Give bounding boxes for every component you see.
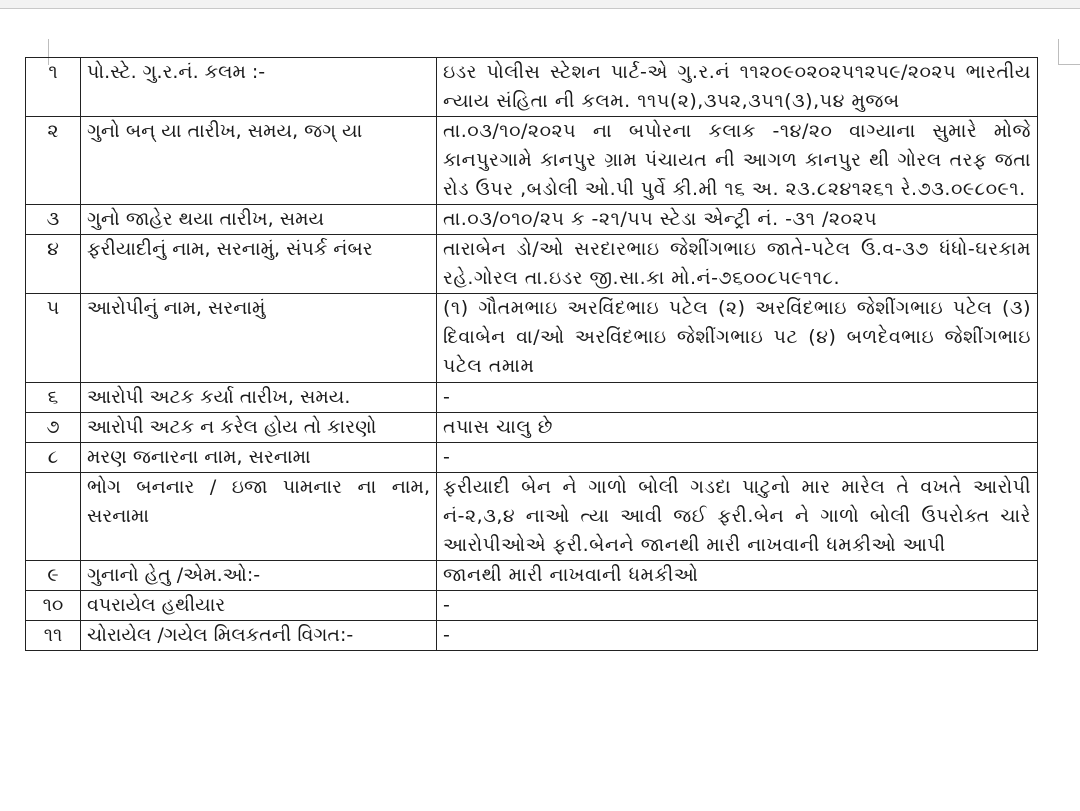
table-row	[26, 117, 1038, 205]
row-value: -	[437, 383, 1038, 413]
row-label: ફરીયાદીનું નામ, સરનામું, સંપર્ક નંબર	[81, 235, 437, 294]
row-label: આરોપીનું નામ, સરનામું	[81, 294, 437, 383]
row-label: પો.સ્ટે. ગુ.ર.નં. કલમ :-	[81, 58, 437, 117]
row-number: ૮	[26, 443, 81, 473]
table-row	[26, 621, 1038, 651]
fir-details-table	[25, 57, 1038, 651]
table-row	[26, 413, 1038, 443]
row-label: વપરાયેલ હથીયાર	[81, 591, 437, 621]
row-value: -	[437, 621, 1038, 651]
row-label: મરણ જનારના નામ, સરનામા	[81, 443, 437, 473]
row-label: ગુનો જાહેર થયા તારીખ, સમય	[81, 205, 437, 235]
row-label: આરોપી અટક કર્યા તારીખ, સમય.	[81, 383, 437, 413]
table-row	[26, 383, 1038, 413]
crop-mark-right	[1058, 39, 1059, 65]
row-label: ગુનો બન્ યા તારીખ, સમય, જગ્ યા	[81, 117, 437, 205]
row-number: ૨	[26, 117, 81, 205]
row-value: (૧) ગૌતમભાઇ અરવિંદભાઇ પટેલ (૨) અરવિંદભાઇ જેશીંગભાઇ પટેલ (૩) દિવાબેન વા/ઓ અરવિંદભાઇ જેશીંગભાઇ પટ (૪) બળદેવભાઇ જેશીંગભાઇ પટેલ તમામ	[443, 297, 1031, 377]
table-row	[26, 443, 1038, 473]
row-number: ૩	[26, 205, 81, 235]
row-number: ૬	[26, 383, 81, 413]
row-label: ગુનાનો હેતુ /એમ.ઓ:-	[81, 561, 437, 591]
row-number: ૧૦	[26, 591, 81, 621]
crop-mark-right-horizontal	[1058, 64, 1080, 65]
row-number: ૧૧	[26, 621, 81, 651]
table-row	[26, 205, 1038, 235]
row-value: જાનથી મારી નાખવાની ધમકીઓ	[437, 561, 1038, 591]
row-number: ૪	[26, 235, 81, 294]
table-row	[26, 58, 1038, 117]
row-value: ફરીયાદી બેન ને ગાળો બોલી ગડદા પાટુનો માર મારેલ તે વખતે આરોપી નં-૨,૩,૪ નાઓ ત્યા આવી જઈ ફરી.બેન ને ગાળો બોલી ઉપરોક્ત ચારે આરોપીઓએ ફરી.બેનને જાનથી મારી નાખવાની ધમકીઓ આપી	[437, 473, 1038, 561]
row-value: તા.૦૩/૧૦/૨૦૨૫ ના બપોરના કલાક -૧૪/૨૦ વાગ્યાના સુમારે મોજે કાનપુરગામે કાનપુર ગ્રામ પંચાયત ની આગળ કાનપુર થી ગોરલ તરફ જતા રોડ ઉપર ,બડોલી ઓ.પી પુર્વે કી.મી ૧૬ અ. ૨૩.૮૨૪૧૨૬૧ રે.૭૩.૦૯૮૦૯૧.	[437, 117, 1038, 205]
table-row	[26, 294, 1038, 383]
row-label: ચોરાયેલ /ગયેલ મિલકતની વિગત:-	[81, 621, 437, 651]
row-number: ૯	[26, 561, 81, 591]
row-value: તપાસ ચાલુ છે	[437, 413, 1038, 443]
row-value: તારાબેન ડો/ઓ સરદારભાઇ જેશીંગભાઇ જાતે-પટેલ ઉ.વ-૩૭ ધંધો-ઘરકામ રહે.ગોરલ તા.ઇડર જી.સા.કા મો.નં-૭૬૦૦૮૫૯૧૧૮.	[437, 235, 1038, 294]
row-value: -	[437, 591, 1038, 621]
row-number: ૫	[26, 294, 81, 383]
row-value: ઇડર પોલીસ સ્ટેશન પાર્ટ-એ ગુ.ર.નં ૧૧૨૦૯૦૨૦૨૫૧૨૫૯/૨૦૨૫ ભારતીય ન્યાય સંહિતા ની કલમ. ૧૧૫(૨),૩૫૨,૩૫૧(૩),૫૪ મુજબ	[437, 58, 1038, 117]
table-row	[26, 591, 1038, 621]
table-row	[26, 473, 1038, 561]
table-row	[26, 561, 1038, 591]
row-number: ૭	[26, 413, 81, 443]
table-row	[26, 235, 1038, 294]
row-value: -	[437, 443, 1038, 473]
row-value: તા.૦૩/૦૧૦/૨૫ ક -૨૧/૫૫ સ્ટેડા એન્ટ્રી નં. -૩૧ /૨૦૨૫	[437, 205, 1038, 235]
row-number	[26, 473, 81, 561]
row-label: ભોગ બનનાર / ઇજા પામનાર ના નામ, સરનામા	[81, 473, 437, 561]
row-label: આરોપી અટક ન કરેલ હોય તો કારણો	[81, 413, 437, 443]
row-number: ૧	[26, 58, 81, 117]
row-value-cell	[437, 294, 1038, 383]
